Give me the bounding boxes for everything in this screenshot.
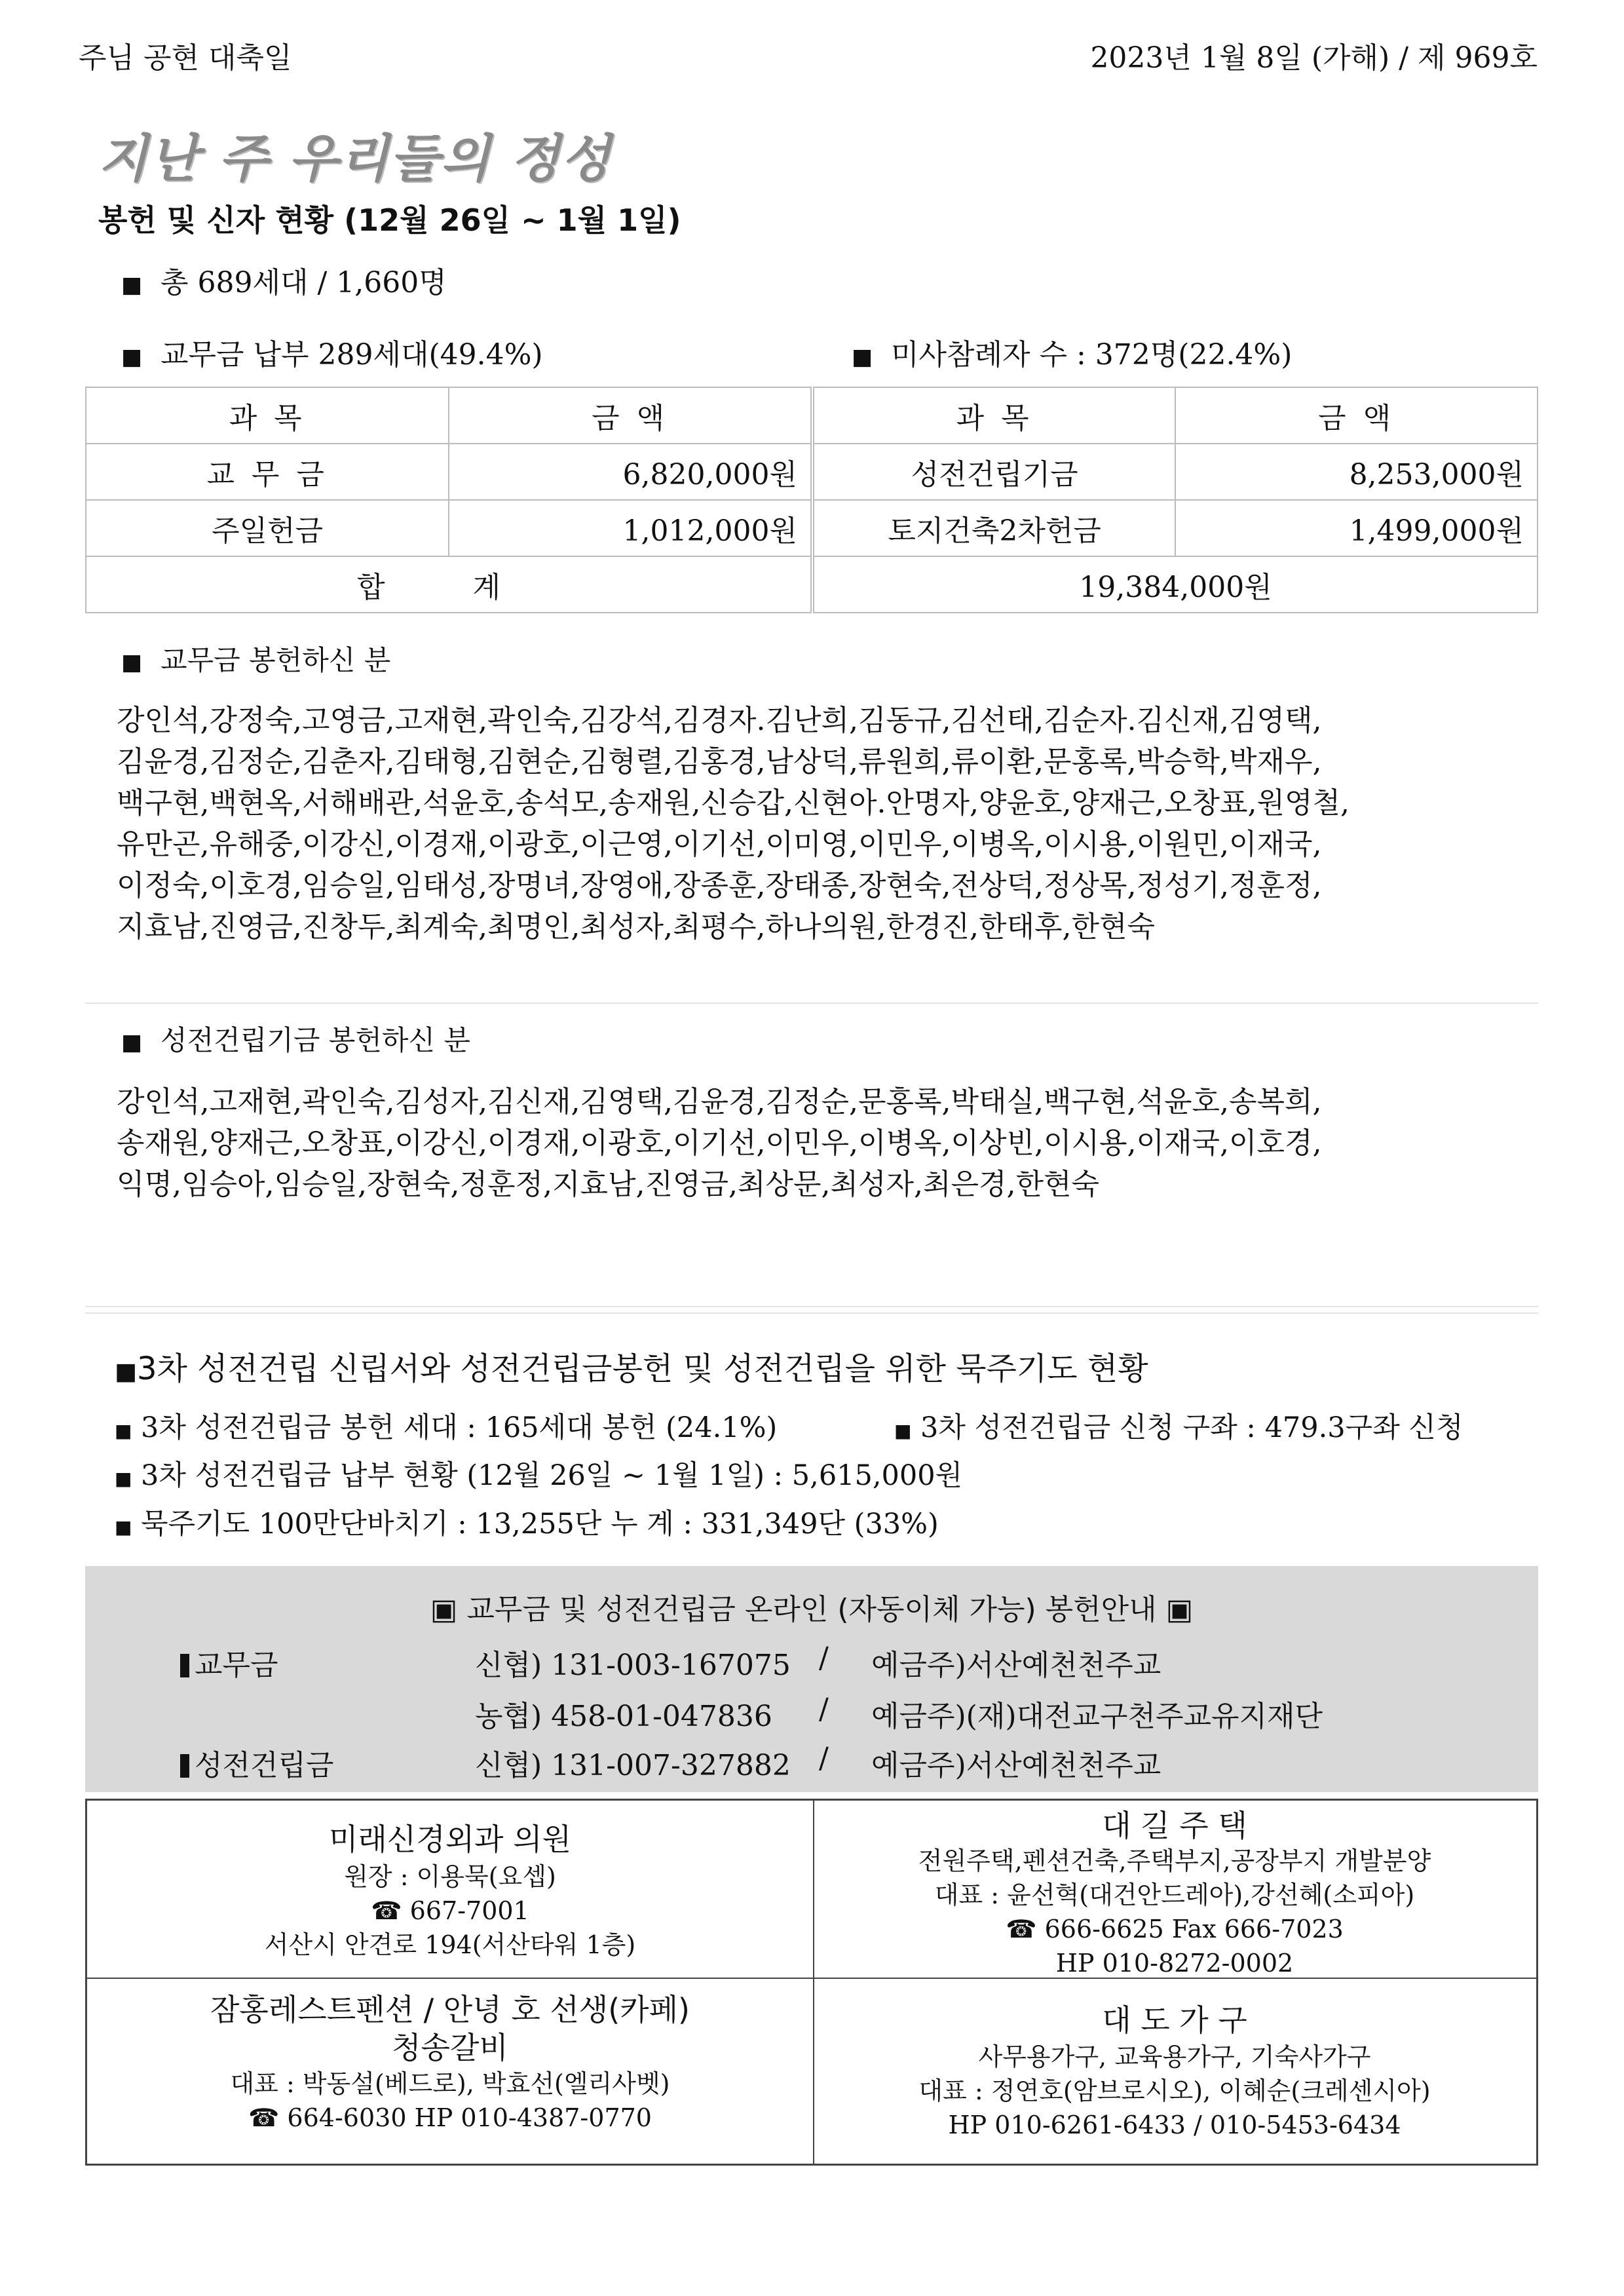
- account-label: [180, 1742, 334, 1784]
- divider: [85, 1003, 1538, 1004]
- stat-mass: [852, 331, 1292, 373]
- account-number: 농협) 458-01-047836: [475, 1700, 772, 1733]
- ad-line: ☎ 666-6625 Fax 666-7023: [1006, 1915, 1344, 1943]
- account-label-text: 성전건립금: [195, 1749, 334, 1782]
- stat-total-text: 총 689세대 / 1,660명: [161, 266, 447, 299]
- section-subtitle: 봉헌 및 신자 현황 (12월 26일 ~ 1월 1일): [98, 202, 681, 238]
- offering-table: [85, 387, 1538, 613]
- ad-pension: [90, 1991, 810, 2135]
- divider: [85, 1312, 1538, 1314]
- table-total-label: 합 계: [86, 556, 812, 613]
- divider: [85, 1306, 1538, 1307]
- online-offering-title: ▣ 교무금 및 성전건립금 온라인 (자동이체 가능) 봉헌안내 ▣: [430, 1593, 1194, 1626]
- page-title: 지난 주 우리들의 정성: [98, 130, 612, 189]
- ad-clinic: [90, 1819, 810, 1962]
- ad-title: 미래신경외과 의원: [328, 1822, 572, 1857]
- table-cell-amount: 1,012,000원: [449, 500, 812, 556]
- square-bullet-icon: ■: [115, 1516, 132, 1538]
- building-status-item-text: 3차 성전건립금 봉헌 세대 : 165세대 봉헌 (24.1%): [141, 1411, 778, 1444]
- ad-line: 사무용가구, 교육용가구, 기숙사가구: [978, 2042, 1371, 2071]
- square-bullet-icon: ■: [121, 272, 143, 298]
- account-label: [180, 1641, 278, 1683]
- table-row: [86, 444, 1538, 500]
- stat-mass-text: 미사참례자 수 : 372명(22.4%): [891, 338, 1293, 372]
- list-item: 김윤경,김정순,김춘자,김태형,김현순,김형렬,김홍경,남상덕,류원희,류이환,문홍록,박승학,박재우,: [117, 745, 1322, 778]
- square-bullet-icon: ■: [852, 344, 873, 370]
- ad-line: HP 010-8272-0002: [1055, 1949, 1294, 1978]
- table-row: [86, 500, 1538, 556]
- account-label-text: 교무금: [195, 1649, 278, 1682]
- table-cell-subject: 교 무 금: [86, 444, 449, 500]
- table-header-row: [86, 387, 1538, 444]
- bar-bullet-icon: [180, 1754, 189, 1778]
- account-separator: /: [819, 1742, 829, 1775]
- list-item: 지효남,진영금,진창두,최계숙,최명인,최성자,최평수,하나의원,한경진,한태후,한현숙: [117, 910, 1155, 944]
- square-bullet-icon: ■: [121, 1029, 143, 1056]
- table-cell-subject: 토지건축2차헌금: [812, 500, 1175, 556]
- account-holder: 예금주)서산예천천주교: [871, 1649, 1161, 1682]
- table-header-subject: 과 목: [86, 387, 449, 444]
- ad-line: 대표 : 정연호(암브로시오), 이혜순(크레센시아): [918, 2076, 1431, 2105]
- list-item: 백구현,백현옥,서해배관,석윤호,송석모,송재원,신승갑,신현아.안명자,양윤호,양재근,오창표,원영철,: [117, 786, 1350, 820]
- building-donors-label-text: 성전건립기금 봉헌하신 분: [161, 1024, 470, 1056]
- bulletin-feast-name: 주님 공현 대축일: [79, 41, 292, 75]
- building-status-item: [894, 1406, 1463, 1445]
- building-status-title-text: 3차 성전건립 신립서와 성전건립금봉헌 및 성전건립을 위한 묵주기도 현황: [137, 1350, 1148, 1387]
- building-status-item-text: 3차 성전건립금 신청 구좌 : 479.3구좌 신청: [920, 1411, 1463, 1444]
- square-bullet-icon: ■: [115, 1420, 132, 1442]
- square-bullet-icon: ■: [894, 1420, 912, 1442]
- ad-line: 서산시 안견로 194(서산타워 1층): [264, 1930, 636, 1959]
- ad-title: 청송갈비: [392, 2030, 508, 2065]
- dues-donors-label: [121, 639, 390, 678]
- account-separator: /: [819, 1641, 829, 1675]
- table-cell-amount: 8,253,000원: [1175, 444, 1538, 500]
- table-header-subject: 과 목: [812, 387, 1175, 444]
- ad-line: HP 010-6261-6433 / 010-5453-6434: [948, 2111, 1401, 2139]
- ad-line: ☎ 664-6030 HP 010-4387-0770: [248, 2103, 652, 2132]
- table-cell-subject: 주일헌금: [86, 500, 449, 556]
- ad-title: 대 길 주 택: [1102, 1808, 1247, 1843]
- list-item: 이정숙,이호경,임승일,임태성,장명녀,장영애,장종훈,장태종,장현숙,전상덕,정상목,정성기,정훈정,: [117, 869, 1322, 902]
- stat-total: [121, 259, 447, 301]
- ad-line: 대표 : 박동설(베드로), 박효선(엘리사벳): [230, 2069, 670, 2098]
- ad-line: 원장 : 이용묵(요셉): [344, 1862, 556, 1891]
- building-donor-list: [117, 1081, 1571, 1205]
- table-total-value: 19,384,000원: [812, 556, 1538, 613]
- building-status-item-text: 3차 성전건립금 납부 현황 (12월 26일 ~ 1월 1일) : 5,615,000원: [141, 1459, 963, 1492]
- table-cell-subject: 성전건립기금: [812, 444, 1175, 500]
- list-item: 송재원,양재근,오창표,이강신,이경재,이광호,이기선,이민우,이병옥,이상빈,이시용,이재국,이호경,: [117, 1126, 1322, 1160]
- table-cell-amount: 6,820,000원: [449, 444, 812, 500]
- bulletin-date-issue: 2023년 1월 8일 (가해) / 제 969호: [1090, 41, 1538, 75]
- ad-line: 대표 : 윤선혁(대건안드레아),강선혜(소피아): [934, 1881, 1415, 1909]
- building-status-item: [115, 1502, 939, 1542]
- list-item: 강인석,강정숙,고영금,고재현,곽인숙,김강석,김경자.김난희,김동규,김선태,김순자.김신재,김영택,: [117, 704, 1322, 737]
- dues-donor-list: [117, 700, 1571, 947]
- dues-donors-label-text: 교무금 봉헌하신 분: [161, 644, 391, 676]
- ad-line: ☎ 667-7001: [371, 1896, 529, 1925]
- building-status-item: [115, 1406, 777, 1445]
- online-offering-box: [85, 1566, 1538, 1792]
- building-donors-label: [121, 1019, 470, 1058]
- ad-furniture: [814, 2000, 1535, 2142]
- square-bullet-icon: ■: [121, 649, 143, 676]
- advertisement-box: [85, 1799, 1538, 2166]
- list-item: 유만곤,유해중,이강신,이경재,이광호,이근영,이기선,이미영,이민우,이병옥,이시용,이원민,이재국,: [117, 828, 1322, 861]
- stat-dues: [121, 331, 543, 373]
- list-item: 익명,임승아,임승일,장현숙,정훈정,지효남,진영금,최상문,최성자,최은경,한현숙: [117, 1168, 1099, 1201]
- ad-title: 잠홍레스트펜션 / 안녕 호 선생(카페): [210, 1992, 690, 2027]
- account-holder: 예금주)서산예천천주교: [871, 1749, 1161, 1782]
- square-bullet-icon: ■: [115, 1468, 132, 1489]
- account-separator: /: [819, 1693, 829, 1726]
- ad-title: 대 도 가 구: [1102, 2002, 1247, 2038]
- building-status-item-text: 묵주기도 100만단바치기 : 13,255단 누 계 : 331,349단 (33%): [141, 1508, 939, 1540]
- account-holder: 예금주)(재)대전교구천주교유지재단: [871, 1700, 1323, 1733]
- table-cell-amount: 1,499,000원: [1175, 500, 1538, 556]
- square-bullet-icon: ■: [115, 1358, 138, 1385]
- square-bullet-icon: ■: [121, 344, 143, 370]
- table-header-amount: 금 액: [449, 387, 812, 444]
- table-header-amount: 금 액: [1175, 387, 1538, 444]
- table-total-row: [86, 556, 1538, 613]
- account-number: 신협) 131-003-167075: [475, 1649, 791, 1682]
- ad-housing: [814, 1807, 1535, 1980]
- stat-dues-text: 교무금 납부 289세대(49.4%): [161, 338, 543, 372]
- building-status-item: [115, 1453, 962, 1493]
- account-number: 신협) 131-007-327882: [475, 1749, 791, 1782]
- bar-bullet-icon: [180, 1654, 189, 1677]
- ad-line: 전원주택,펜션건축,주택부지,공장부지 개발분양: [918, 1846, 1431, 1875]
- building-status-title: [115, 1343, 1148, 1388]
- list-item: 강인석,고재현,곽인숙,김성자,김신재,김영택,김윤경,김정순,문홍록,박태실,백구현,석윤호,송복희,: [117, 1085, 1322, 1119]
